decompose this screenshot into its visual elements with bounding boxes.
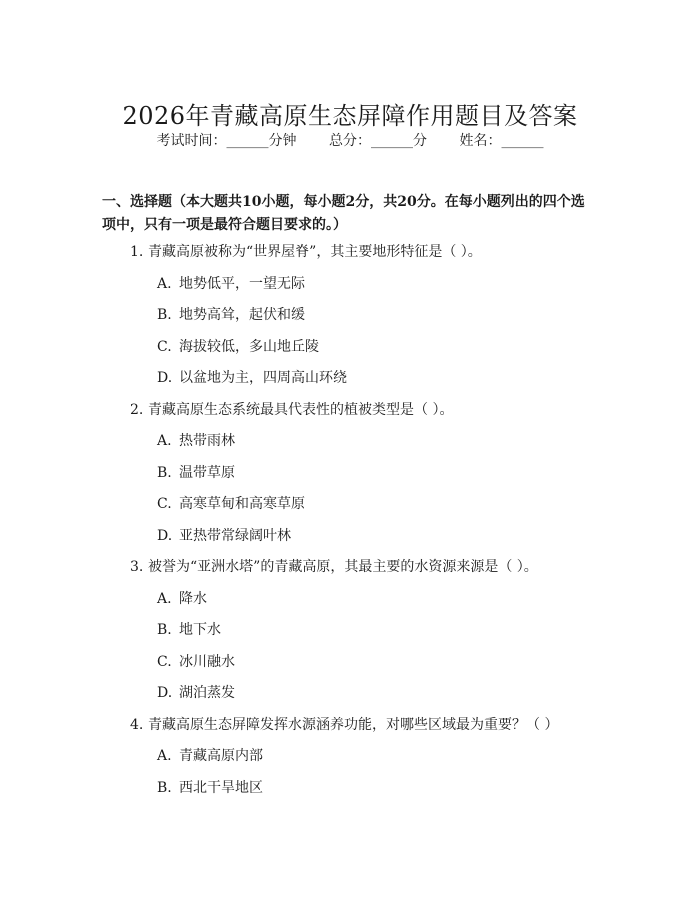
option-d — [157, 368, 610, 388]
section-heading-line-1: 一、选择题（本大题共10小题，每小题2分，共20分。在每小题列出的四个选 — [102, 194, 585, 210]
question-text: 被誉为“亚洲水塔”的青藏高原，其最主要的水资源来源是（ ）。 — [148, 559, 538, 575]
question-1 — [130, 242, 610, 388]
option-text: 青藏高原内部 — [179, 748, 263, 764]
option-b — [157, 463, 610, 483]
option-a — [157, 431, 610, 451]
option-a — [157, 274, 610, 294]
option-text: 西北干旱地区 — [179, 779, 263, 796]
option-letter: B. — [157, 307, 172, 323]
option-list — [130, 746, 610, 798]
question-4 — [130, 715, 610, 798]
option-letter: A. — [157, 433, 172, 449]
option-letter: D. — [157, 527, 173, 544]
question-stem — [130, 557, 610, 577]
option-b — [157, 778, 610, 798]
section-heading — [102, 191, 602, 237]
question-stem — [130, 715, 610, 735]
option-text: 湖泊蒸发 — [179, 685, 235, 701]
option-text: 以盆地为主，四周高山环绕 — [179, 370, 347, 386]
option-text: 高寒草甸和高寒草原 — [179, 496, 305, 512]
question-number: 1. — [130, 244, 144, 260]
option-text: 亚热带常绿阔叶林 — [179, 527, 291, 544]
option-b — [157, 305, 610, 325]
total-score-field: 总分：______分 — [329, 133, 427, 149]
option-c — [157, 494, 610, 514]
option-letter: C. — [157, 653, 172, 670]
option-letter: A. — [157, 275, 172, 292]
option-letter: A. — [157, 590, 172, 607]
question-number: 2. — [130, 401, 144, 418]
question-stem — [130, 242, 610, 262]
option-letter: B. — [157, 464, 172, 481]
question-number: 4. — [130, 716, 144, 733]
option-list — [130, 274, 610, 389]
option-letter: C. — [157, 496, 172, 512]
option-letter: B. — [157, 779, 172, 796]
option-d — [157, 683, 610, 703]
exam-time-field: 考试时间：______分钟 — [156, 133, 297, 149]
question-text: 青藏高原生态系统最具代表性的植被类型是（ ）。 — [148, 401, 454, 418]
option-letter: B. — [157, 622, 172, 638]
option-c — [157, 337, 610, 357]
student-name-field: 姓名：______ — [459, 133, 544, 149]
question-text: 青藏高原生态屏障发挥水源涵养功能，对哪些区域最为重要？（ ） — [148, 716, 559, 733]
question-stem — [130, 400, 610, 420]
section-heading-line-2: 项中，只有一项是最符合题目要求的。） — [102, 217, 347, 233]
option-text: 降水 — [179, 590, 207, 607]
question-3 — [130, 557, 610, 703]
option-b — [157, 620, 610, 640]
option-letter: D. — [157, 370, 173, 386]
question-text: 青藏高原被称为“世界屋脊”，其主要地形特征是（ ）。 — [148, 244, 482, 260]
option-c — [157, 652, 610, 672]
exam-info-line — [0, 131, 700, 151]
option-letter: C. — [157, 338, 172, 355]
option-a — [157, 746, 610, 766]
page-title: 2026年青藏高原生态屏障作用题目及答案 — [122, 102, 578, 131]
option-text: 地势低平，一望无际 — [179, 275, 305, 292]
option-text: 海拔较低，多山地丘陵 — [179, 338, 319, 355]
option-list — [130, 589, 610, 704]
question-list — [130, 242, 610, 809]
option-letter: D. — [157, 685, 173, 701]
option-text: 温带草原 — [179, 464, 235, 481]
option-letter: A. — [157, 748, 172, 764]
option-list — [130, 431, 610, 546]
option-a — [157, 589, 610, 609]
question-2 — [130, 400, 610, 546]
option-text: 地势高耸，起伏和缓 — [179, 307, 305, 323]
option-text: 热带雨林 — [179, 433, 235, 449]
option-d — [157, 526, 610, 546]
option-text: 地下水 — [179, 622, 221, 638]
option-text: 冰川融水 — [179, 653, 235, 670]
question-number: 3. — [130, 559, 144, 575]
